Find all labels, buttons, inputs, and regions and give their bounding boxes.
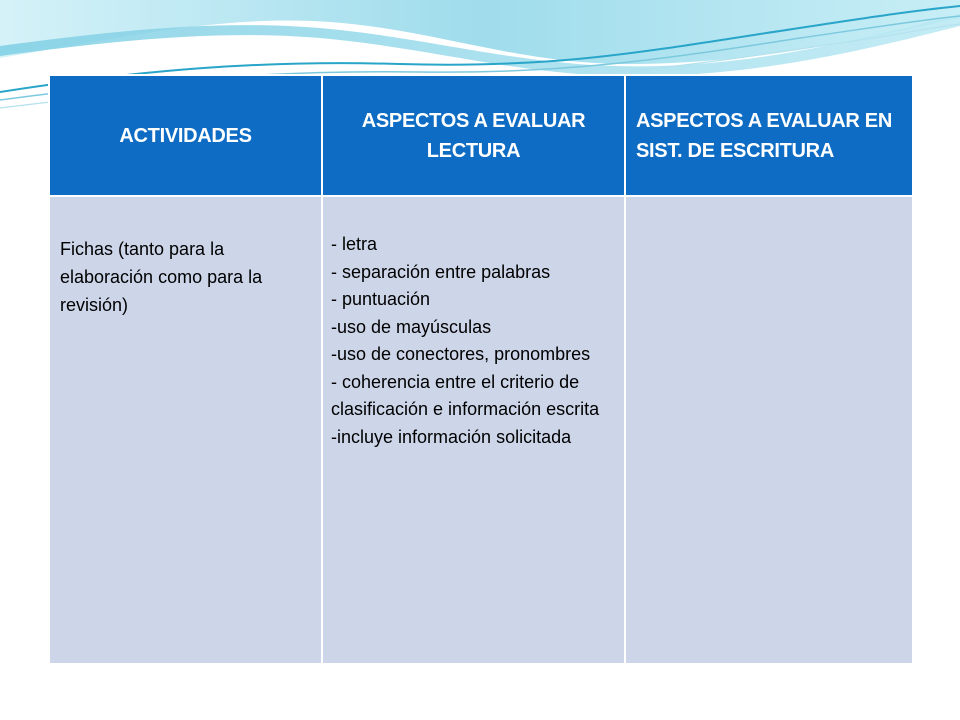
activity-cell — [49, 196, 322, 664]
header-writing-system-aspects: ASPECTOS A EVALUAR EN SIST. DE ESCRITURA — [625, 75, 913, 196]
header-row — [49, 75, 913, 196]
list-item: - puntuación — [331, 289, 431, 309]
list-item: -uso de conectores, pronombres — [331, 344, 591, 364]
table-row — [49, 196, 913, 664]
reading-aspects-cell — [322, 196, 625, 664]
reading-aspects-list — [323, 197, 624, 451]
list-item: - coherencia entre el criterio de clasificación e información escrita — [331, 371, 600, 419]
evaluation-table — [48, 74, 914, 665]
header-activities: ACTIVIDADES — [49, 75, 322, 196]
list-item: -uso de mayúsculas — [331, 316, 492, 337]
writing-system-aspects-cell — [625, 196, 913, 664]
list-item: - letra — [331, 234, 378, 254]
list-item: -incluye información solicitada — [331, 426, 572, 447]
header-reading-aspects: ASPECTOS A EVALUAR LECTURA — [322, 75, 625, 196]
activity-text: Fichas (tanto para la elaboración como para la revisión) — [60, 239, 263, 315]
list-item: - separación entre palabras — [331, 261, 551, 282]
